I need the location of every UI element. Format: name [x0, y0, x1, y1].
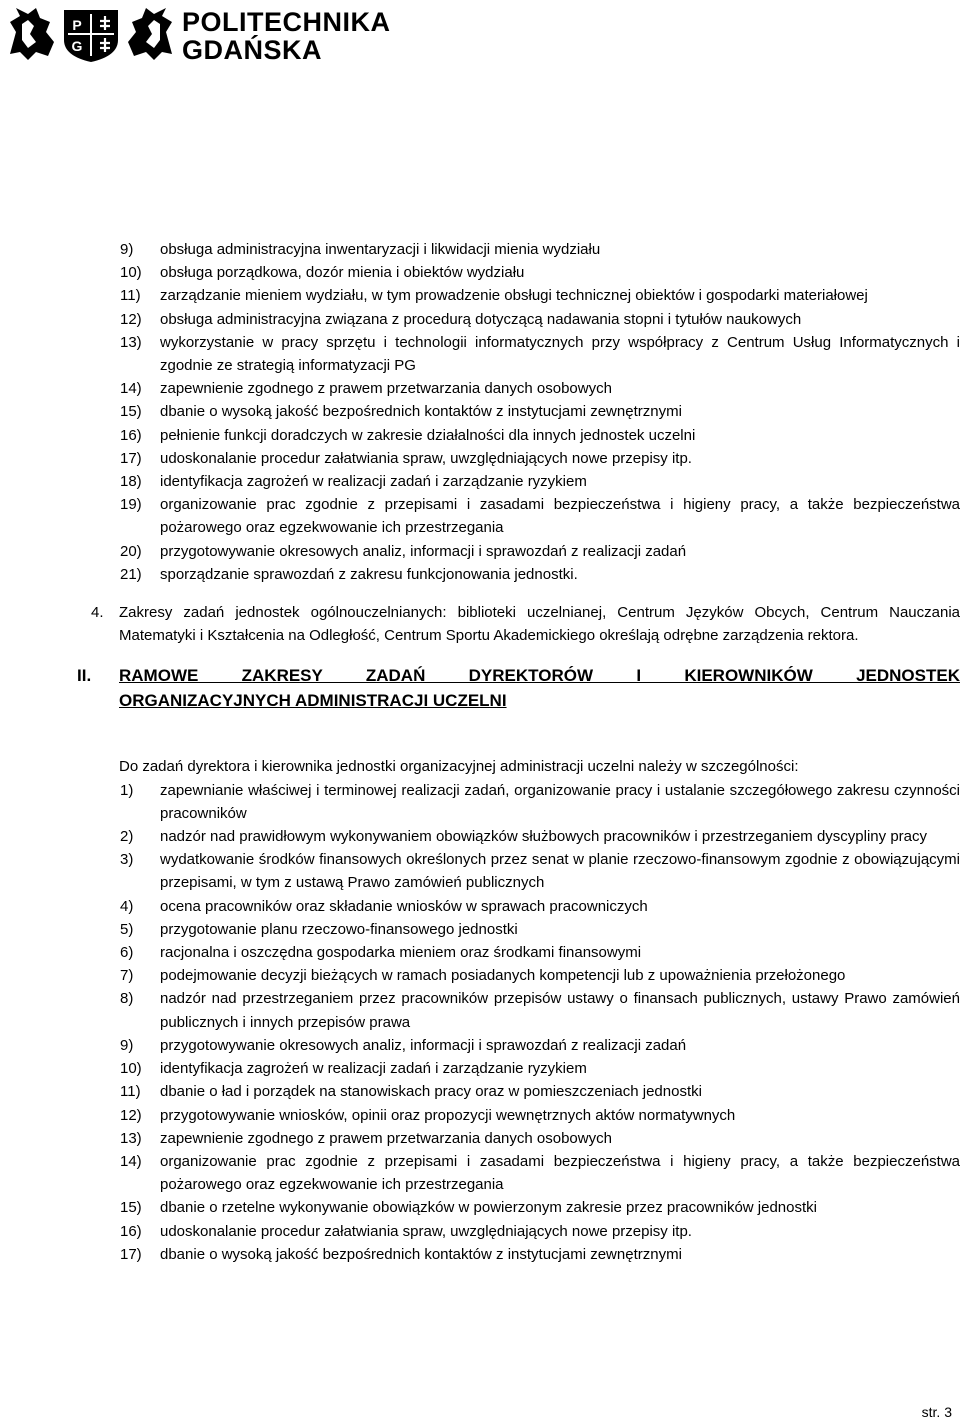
list-item-number: 20) [120, 542, 142, 560]
director-duty-item [0, 918, 960, 941]
director-duty-item [0, 1150, 960, 1196]
logo-line1: POLITECHNIKA [182, 7, 391, 37]
list-item-number: 19) [120, 496, 142, 514]
list-item-number: 9) [120, 1036, 134, 1054]
list-item-text: pełnienie funkcji doradczych w zakresie działalności dla innych jednostek uczelni [160, 426, 696, 444]
list-item-number: 13) [120, 1129, 142, 1147]
director-duty-item [0, 895, 960, 918]
list-item-text: obsługa administracyjna inwentaryzacji i likwidacji mienia wydziału [160, 241, 601, 258]
director-duty-item [0, 1127, 960, 1150]
list-item-text: obsługa administracyjna związana z procedurą dotyczącą nadawania stopni i tytułów naukowych [160, 310, 802, 328]
list-item-number: 11) [120, 287, 141, 305]
list-item-text: dbanie o rzetelne wykonywanie obowiązków w powierzonym zakresie przez pracowników jednostki [160, 1199, 817, 1217]
director-duty-item [0, 1220, 960, 1243]
task-list-item [0, 400, 960, 423]
list-item-text: ocena pracowników oraz składanie wniosków w sprawach pracowniczych [160, 897, 648, 915]
list-item-text: identyfikacja zagrożeń w realizacji zadań i zarządzanie ryzykiem [160, 1060, 587, 1078]
list-item-text: dbanie o wysoką jakość bezpośrednich kontaktów z instytucjami zewnętrznymi [160, 403, 682, 421]
director-duty-item [0, 1243, 960, 1266]
list-item-number: 14) [120, 1152, 142, 1170]
list-item-text: przygotowanie planu rzeczowo-finansowego jednostki [160, 920, 518, 938]
list-item-number: 21) [120, 565, 142, 583]
task-list-continued [0, 238, 960, 586]
director-duty-item [0, 964, 960, 987]
task-list-item [0, 284, 960, 307]
director-duties-list [0, 779, 960, 1266]
list-item-text: sporządzanie sprawozdań z zakresu funkcjonowania jednostki. [160, 565, 578, 583]
list-item-number: 15) [120, 1199, 142, 1217]
list-item-number: 1) [120, 781, 134, 799]
list-item-text: wykorzystanie w pracy sprzętu i technologii informatycznych przy współpracy z Centrum Usług Informatycznych i zgodnie ze strategią informatyzacji PG [160, 333, 960, 375]
task-list-item [0, 331, 960, 377]
section-ii-intro: Do zadań dyrektora i kierownika jednostki organizacyjnej administracji uczelni należy w szczególności: [119, 758, 799, 776]
task-list-item [0, 470, 960, 493]
list-item-number: 5) [120, 920, 134, 938]
list-item-number: 3) [120, 851, 134, 869]
list-item-number: 12) [120, 310, 142, 328]
director-duty-item [0, 987, 960, 1033]
list-item-number: 16) [120, 426, 142, 444]
list-item-number: 15) [120, 403, 142, 421]
director-duty-item [0, 779, 960, 825]
list-item-text: obsługa porządkowa, dozór mienia i obiektów wydziału [160, 264, 525, 282]
director-duty-item [0, 1034, 960, 1057]
list-item-text: zapewnienie zgodnego z prawem przetwarzania danych osobowych [160, 1129, 612, 1147]
list-item-text: zapewnianie właściwej i terminowej realizacji zadań, organizowanie pracy i ustalanie szczegółowego zakresu czynności pracowników [160, 781, 960, 822]
task-list-item [0, 563, 960, 586]
list-item-number: 2) [120, 828, 134, 846]
list-item-number: 14) [120, 380, 142, 398]
list-item-text: organizowanie prac zgodnie z przepisami i zasadami bezpieczeństwa i higieny pracy, a także bezpieczeństwa pożarowego oraz egzekwowanie ich przestrzegania [160, 1152, 960, 1194]
document-body [0, 238, 960, 1266]
list-item-text: dbanie o wysoką jakość bezpośrednich kontaktów z instytucjami zewnętrznymi [160, 1245, 682, 1263]
director-duty-item [0, 1057, 960, 1080]
section-4-number: 4. [91, 604, 104, 622]
list-item-number: 18) [120, 473, 142, 491]
list-item-number: 4) [120, 897, 134, 915]
list-item-text: podejmowanie decyzji bieżących w ramach posiadanych kompetencji lub z upoważnienia przełożonego [160, 967, 846, 985]
list-item-text: zarządzanie mieniem wydziału, w tym prowadzenie obsługi technicznej obiektów i gospodarki materiałowej [160, 287, 868, 305]
director-duty-item [0, 848, 960, 894]
director-duty-item [0, 1080, 960, 1103]
gdansk-lions-seal-icon [6, 4, 176, 64]
list-item-text: racjonalna i oszczędna gospodarka mieniem oraz środkami finansowymi [160, 944, 642, 962]
list-item-number: 8) [120, 990, 134, 1008]
list-item-text: przygotowywanie okresowych analiz, informacji i sprawozdań z realizacji zadań [160, 1036, 687, 1054]
list-item-text: zapewnienie zgodnego z prawem przetwarzania danych osobowych [160, 380, 612, 398]
task-list-item [0, 308, 960, 331]
task-list-item [0, 540, 960, 563]
list-item-text: przygotowywanie okresowych analiz, informacji i sprawozdań z realizacji zadań [160, 542, 687, 560]
section-ii-number: II. [77, 666, 92, 686]
svg-text:P: P [72, 17, 82, 33]
page-number: str. 3 [921, 1404, 952, 1420]
director-duty-item [0, 1196, 960, 1219]
list-item-text: nadzór nad prawidłowym wykonywaniem obowiązków służbowych pracowników i przestrzeganiem dyscypliny pracy [160, 828, 927, 846]
svg-text:G: G [71, 38, 83, 54]
list-item-text: przygotowywanie wniosków, opinii oraz propozycji wewnętrznych aktów normatywnych [160, 1106, 736, 1124]
logo-wordmark [182, 8, 391, 64]
director-duty-item [0, 941, 960, 964]
list-item-number: 7) [120, 967, 134, 985]
task-list-item [0, 447, 960, 470]
list-item-text: organizowanie prac zgodnie z przepisami i zasadami bezpieczeństwa i higieny pracy, a także bezpieczeństwa pożarowego oraz egzekwowanie ich przestrzegania [160, 496, 960, 537]
section-4-text: Zakresy zadań jednostek ogólnouczelnianych: biblioteki uczelnianej, Centrum Języków Obcych, Centrum Nauczania Matematyki i Kształcenia na Odległość, Centrum Sportu Akademickiego określają odrębne zarządzenia rektora. [119, 604, 960, 645]
task-list-item [0, 261, 960, 284]
list-item-number: 10) [120, 1060, 142, 1078]
list-item-number: 6) [120, 944, 134, 962]
list-item-number: 16) [120, 1222, 142, 1240]
list-item-text: udoskonalanie procedur załatwiania spraw, uwzględniających nowe przepisy itp. [160, 449, 692, 467]
list-item-number: 17) [120, 1245, 142, 1263]
section-ii-title-line1: RAMOWE ZAKRESY ZADAŃ DYREKTORÓW I KIEROWNIKÓW JEDNOSTEK [119, 666, 960, 686]
list-item-number: 13) [120, 333, 142, 351]
task-list-item [0, 238, 960, 261]
list-item-number: 17) [120, 449, 142, 467]
list-item-number: 10) [120, 264, 142, 282]
section-4 [0, 601, 960, 647]
list-item-text: wydatkowanie środków finansowych określonych przez senat w planie rzeczowo-finansowym zgodnie z obowiązującymi przepisami, w tym z ustawą Prawo zamówień publicznych [160, 851, 960, 892]
list-item-number: 9) [120, 241, 134, 258]
task-list-item [0, 377, 960, 400]
section-ii-title-line2: ORGANIZACYJNYCH ADMINISTRACJI UCZELNI [119, 690, 507, 710]
director-duty-item [0, 825, 960, 848]
task-list-item [0, 493, 960, 539]
list-item-text: nadzór nad przestrzeganiem przez pracowników przepisów ustawy o finansach publicznych, ustawy Prawo zamówień publicznych i innych przepisów prawa [160, 990, 960, 1031]
list-item-text: dbanie o ład i porządek na stanowiskach pracy oraz w pomieszczeniach jednostki [160, 1083, 702, 1101]
logo-line2: GDAŃSKA [182, 35, 323, 65]
list-item-number: 11) [120, 1083, 141, 1101]
list-item-text: udoskonalanie procedur załatwiania spraw, uwzględniających nowe przepisy itp. [160, 1222, 692, 1240]
task-list-item [0, 424, 960, 447]
director-duty-item [0, 1104, 960, 1127]
university-logo [6, 4, 426, 64]
list-item-number: 12) [120, 1106, 142, 1124]
list-item-text: identyfikacja zagrożeń w realizacji zadań i zarządzanie ryzykiem [160, 473, 587, 491]
section-ii-heading [0, 664, 960, 713]
